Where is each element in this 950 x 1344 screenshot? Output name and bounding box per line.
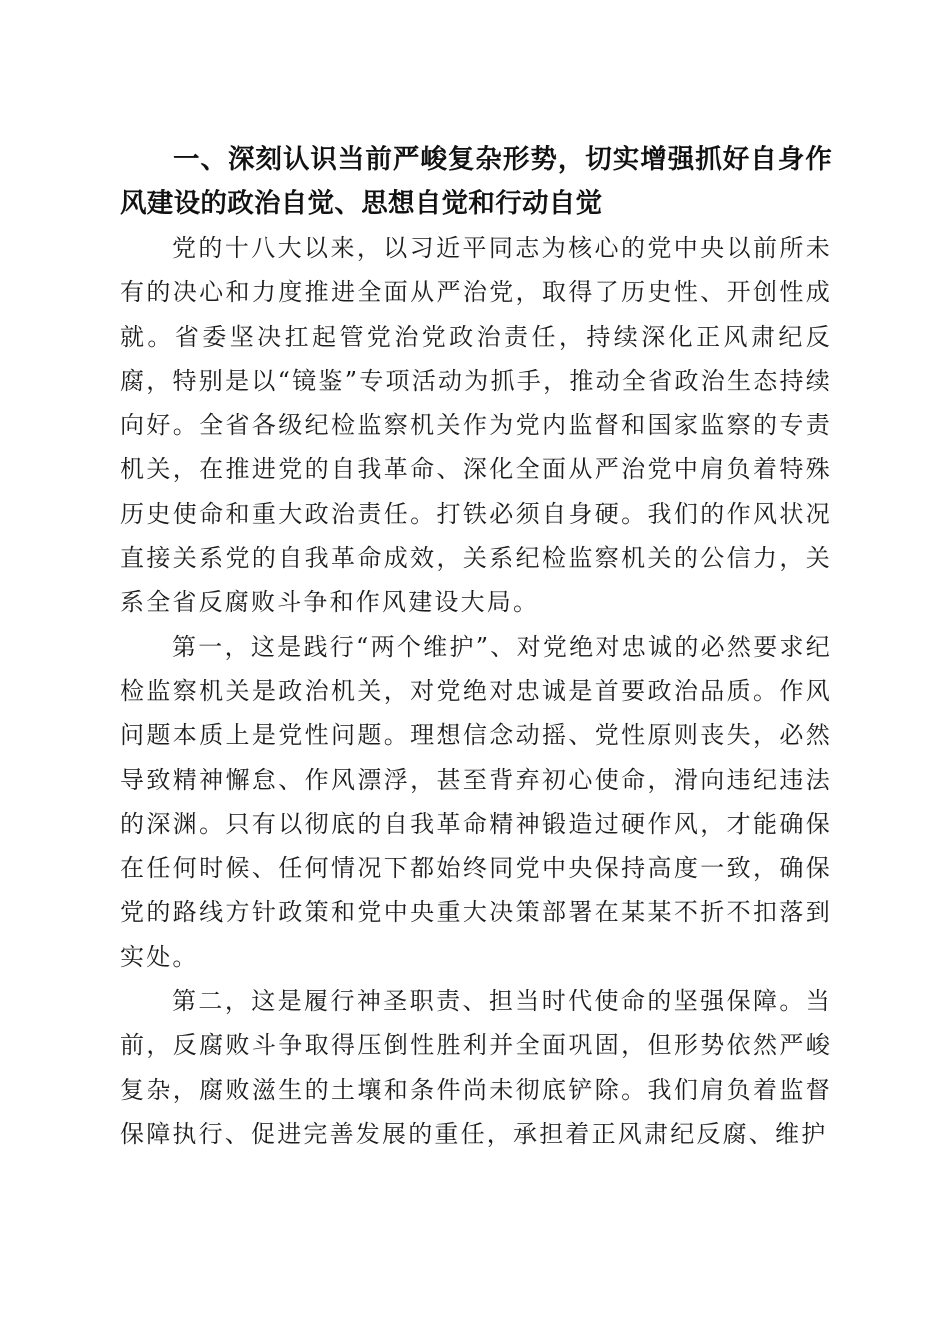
section-heading: 一、深刻认识当前严峻复杂形势，切实增强抓好自身作风建设的政治自觉、思想自觉和行动自觉 bbox=[120, 144, 832, 219]
document-body bbox=[120, 138, 832, 1156]
paragraph-intro: 党的十八大以来，以习近平同志为核心的党中央以前所未有的决心和力度推进全面从严治党，取得了历史性、开创性成就。省委坚决扛起管党治党政治责任，持续深化正风肃纪反腐，特别是以“镜鉴”专项活动为抓手，推动全省政治生态持续向好。全省各级纪检监察机关作为党内监督和国家监察的专责机关，在推进党的自我革命、深化全面从严治党中肩负着特殊历史使命和重大政治责任。打铁必须自身硬。我们的作风状况直接关系党的自我革命成效，关系纪检监察机关的公信力，关系全省反腐败斗争和作风建设大局。 bbox=[120, 234, 832, 617]
paragraph-second-point: 第二，这是履行神圣职责、担当时代使命的坚强保障。当前，反腐败斗争取得压倒性胜利并全面巩固，但形势依然严峻复杂，腐败滋生的土壤和条件尚未彻底铲除。我们肩负着监督保障执行、促进完善发展的重任，承担着正风肃纪反腐、维护 bbox=[120, 987, 832, 1148]
paragraph-first-point: 第一，这是践行“两个维护”、对党绝对忠诚的必然要求纪检监察机关是政治机关，对党绝对忠诚是首要政治品质。作风问题本质上是党性问题。理想信念动摇、党性原则丧失，必然导致精神懈怠、作风漂浮，甚至背弃初心使命，滑向违纪违法的深渊。只有以彻底的自我革命精神锻造过硬作风，才能确保在任何时候、任何情况下都始终同党中央保持高度一致，确保党的路线方针政策和党中央重大决策部署在某某不折不扣落到实处。 bbox=[120, 632, 832, 971]
